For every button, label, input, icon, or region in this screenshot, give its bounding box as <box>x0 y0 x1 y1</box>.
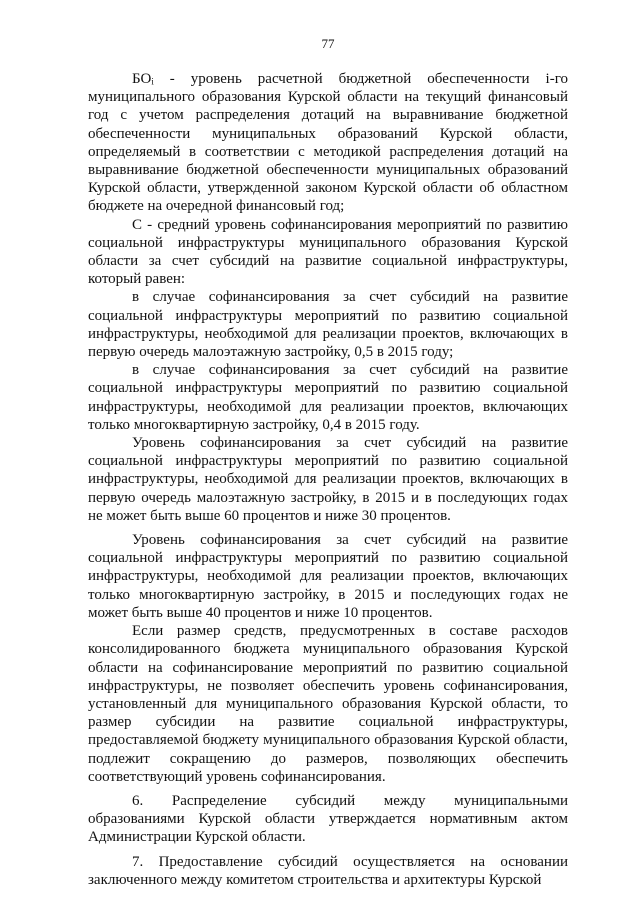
paragraph-item-6: 6. Распределение субсидий между муниципальными образованиями Курской области утверждается нормативным актом Администрации Курской области. <box>88 792 568 846</box>
document-body <box>88 70 568 889</box>
paragraph-item-7: 7. Предоставление субсидий осуществляется на основании заключенного между комитетом строительства и архитектуры Курской <box>88 853 568 888</box>
paragraph-bo-definition: БОᵢ - уровень расчетной бюджетной обеспеченности i-го муниципального образования Курской области на текущий финансовый год с учетом распределения дотаций на выравнивание бюджетной обеспеченности муниципальных образований Курской области, определяемый в соответствии с методикой распределения дотаций на выравнивание бюджетной обеспеченности муниципальных образований Курской области, утвержденной законом Курской области об областном бюджете на очередной финансовый год; <box>88 71 568 215</box>
paragraph-level-low-rise: Уровень софинансирования за счет субсидий на развитие социальной инфраструктуры мероприятий по развитию социальной инфраструктуры, необходимой для реализации проектов, включающих в первую очередь малоэтажную застройку, в 2015 и в последующих годах не может быть выше 60 процентов и ниже 30 процентов. <box>88 435 568 524</box>
paragraph-subsidy-reduction: Если размер средств, предусмотренных в составе расходов консолидированного бюджета муниципального образования Курской области на софинансирование мероприятий по развитию социальной инфраструктуры, не позволяет обеспечить уровень софинансирования, установленный для муниципального образования Курской области, то размер субсидии на развитие социальной инфраструктуры, предоставляемой бюджету муниципального образования Курской области, подлежит сокращению до размеров, позволяющих обеспечить соответствующий уровень софинансирования. <box>88 623 568 785</box>
paragraph-case-multi-apartment: в случае софинансирования за счет субсидий на развитие социальной инфраструктуры мероприятий по развитию социальной инфраструктуры, необходимой для реализации проектов, включающих только многоквартирную застройку, 0,4 в 2015 году. <box>88 362 568 433</box>
paragraph-c-definition: С - средний уровень софинансирования мероприятий по развитию социальной инфраструктуры муниципального образования Курской области за счет субсидий на развитие социальной инфраструктуры, который равен: <box>88 216 568 288</box>
paragraph-level-multi-apartment: Уровень софинансирования за счет субсидий на развитие социальной инфраструктуры мероприятий по развитию социальной инфраструктуры, необходимой для реализации проектов, включающих только многоквартирную застройку, в 2015 и последующих годах не может быть выше 40 процентов и ниже 10 процентов. <box>88 532 568 621</box>
paragraph-case-low-rise: в случае софинансирования за счет субсидий на развитие социальной инфраструктуры мероприятий по развитию социальной инфраструктуры, необходимой для реализации проектов, включающих в первую очередь малоэтажную застройку, 0,5 в 2015 году; <box>88 289 568 361</box>
page-number: 77 <box>321 36 335 51</box>
